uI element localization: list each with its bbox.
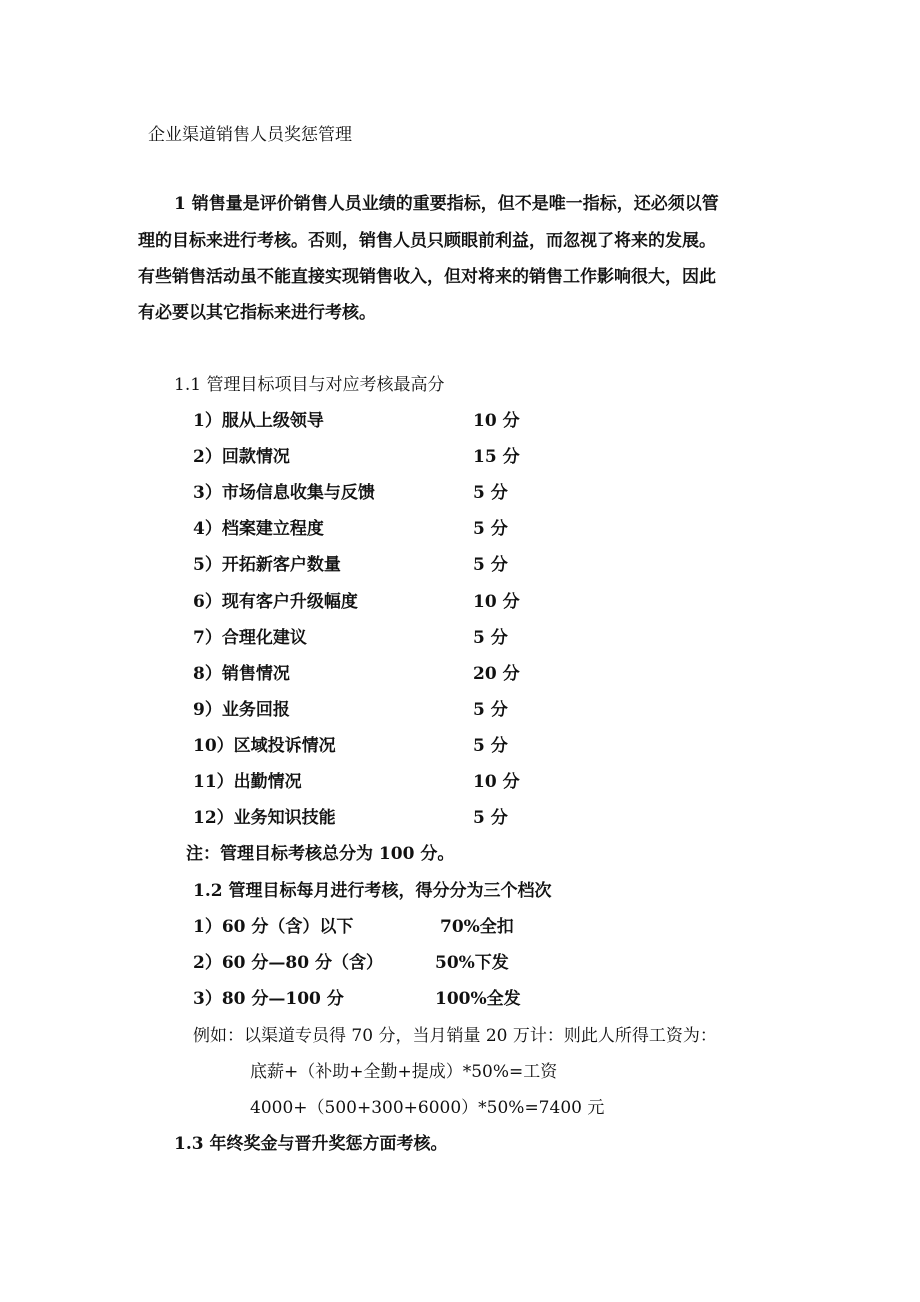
section-1-2-heading: 1.2 管理目标每月进行考核，得分分为三个档次 [193,881,552,901]
list-item-score: 10 分 [473,592,520,612]
list-item-score: 5 分 [473,736,508,756]
list-item-score: 5 分 [473,628,508,648]
salary-formula: 底薪+（补助+全勤+提成）*50%=工资 [250,1062,558,1082]
list-item-score: 10 分 [473,411,520,431]
total-score-note: 注：管理目标考核总分为 100 分。 [186,844,455,864]
list-item-score: 20 分 [473,664,520,684]
list-item-label: 12）业务知识技能 [193,808,336,828]
list-item-label: 11）出勤情况 [193,772,302,792]
intro-line-1: 1 销售量是评价销售人员业绩的重要指标，但不是唯一指标，还必须以管 [174,194,719,214]
section-1-3-heading: 1.3 年终奖金与晋升奖惩方面考核。 [174,1134,448,1154]
list-item-label: 5）开拓新客户数量 [193,555,341,575]
list-item-score: 5 分 [473,700,508,720]
list-item-label: 10）区域投诉情况 [193,736,336,756]
list-item-score: 5 分 [473,483,508,503]
list-item-label: 2）回款情况 [193,447,290,467]
tier-result: 70%全扣 [440,917,514,937]
list-item-score: 15 分 [473,447,520,467]
section-1-1-heading: 1.1 管理目标项目与对应考核最高分 [174,375,445,395]
tier-range: 1）60 分（含）以下 [193,917,354,937]
intro-line-3: 有些销售活动虽不能直接实现销售收入，但对将来的销售工作影响很大，因此 [138,267,716,287]
list-item-label: 6）现有客户升级幅度 [193,592,358,612]
salary-example: 例如：以渠道专员得 70 分，当月销量 20 万计：则此人所得工资为： [193,1026,717,1046]
salary-calculation: 4000+（500+300+6000）*50%=7400 元 [250,1098,605,1118]
tier-range: 2）60 分—80 分（含） [193,953,383,973]
document-title: 企业渠道销售人员奖惩管理 [148,125,352,145]
list-item-label: 8）销售情况 [193,664,290,684]
list-item-label: 4）档案建立程度 [193,519,324,539]
list-item-label: 1）服从上级领导 [193,411,324,431]
list-item-label: 3）市场信息收集与反馈 [193,483,375,503]
intro-line-4: 有必要以其它指标来进行考核。 [138,303,376,323]
tier-range: 3）80 分—100 分 [193,989,344,1009]
list-item-score: 5 分 [473,808,508,828]
list-item-label: 9）业务回报 [193,700,290,720]
intro-line-2: 理的目标来进行考核。否则，销售人员只顾眼前利益，而忽视了将来的发展。 [138,231,716,251]
list-item-score: 5 分 [473,519,508,539]
list-item-score: 10 分 [473,772,520,792]
list-item-score: 5 分 [473,555,508,575]
tier-result: 50%下发 [435,953,509,973]
list-item-label: 7）合理化建议 [193,628,307,648]
tier-result: 100%全发 [435,989,521,1009]
